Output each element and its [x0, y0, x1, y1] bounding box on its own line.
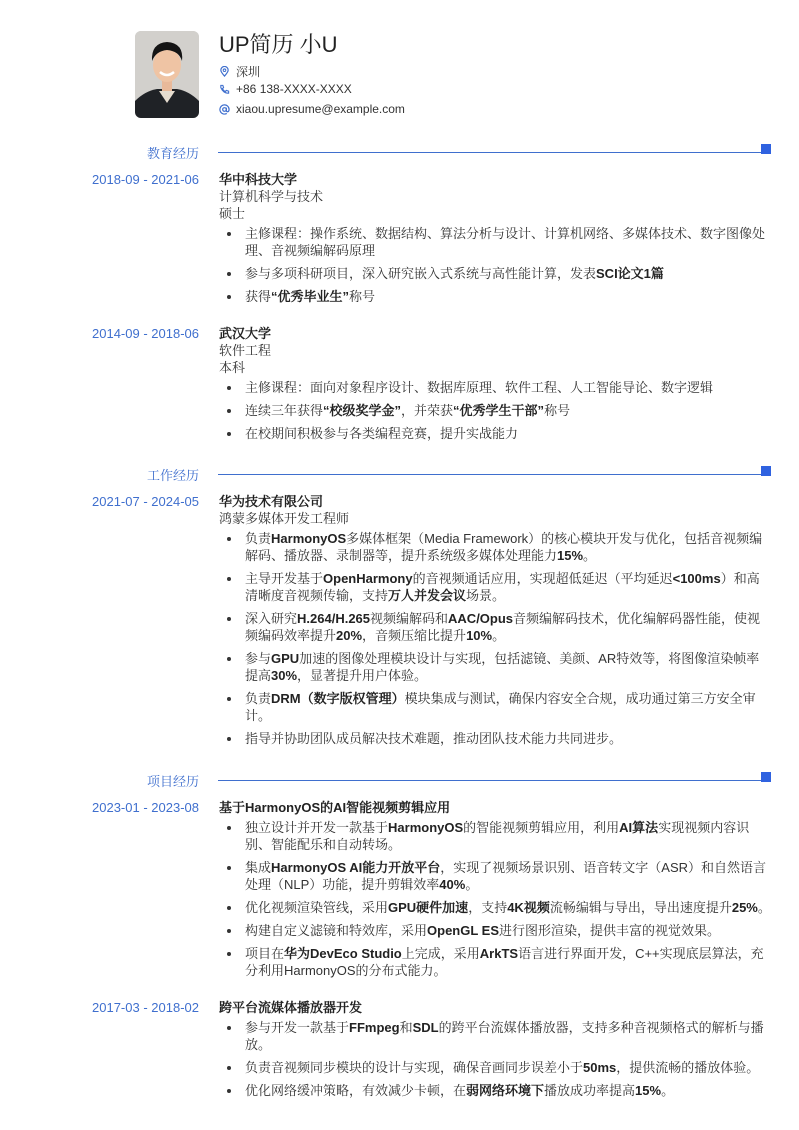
bold-text: OpenHarmony [323, 571, 413, 586]
entry-body [219, 999, 771, 1099]
section-header [0, 141, 799, 163]
text: 参与 [245, 651, 272, 666]
text: 参与多项科研项目，深入研究嵌入式系统与高性能计算，发表 [245, 266, 597, 281]
entry [0, 171, 799, 305]
section-header [0, 769, 799, 791]
bold-text: SCI论文1篇 [596, 266, 664, 281]
text: 连续三年获得 [245, 403, 324, 418]
entry-title: 华中科技大学 [219, 172, 298, 187]
text: 在校期间积极参与各类编程竞赛，提升实战能力 [245, 426, 519, 441]
bullet-item [219, 379, 771, 396]
text: 。 [661, 1083, 675, 1098]
text: 语言进行界面开发，C++实现底层算法，充分利用HarmonyOS的分布式能力。 [245, 946, 764, 978]
entry-subtitle: 本科 [219, 360, 246, 375]
bold-text: <100ms [672, 571, 721, 586]
bullet-list [219, 225, 771, 305]
entry-date: 2021-07 - 2024-05 [92, 494, 199, 509]
text: ，实现了视频场景识别、语音转文字（ASR）和自然语言处理（NLP）功能，提升剪辑效率 [245, 860, 767, 892]
section-marker [761, 466, 771, 476]
entry-body [219, 325, 771, 442]
text: 视频编解码和 [370, 611, 449, 626]
text: ，支持 [468, 900, 508, 915]
bullet-list [219, 1019, 771, 1099]
text: ，音频压缩比提升 [362, 628, 467, 643]
entry [0, 999, 799, 1099]
entry-subtitle: 软件工程 [219, 343, 272, 358]
entry [0, 325, 799, 442]
section-projects [0, 769, 799, 1105]
text: 集成 [245, 860, 272, 875]
bullet-item [219, 402, 771, 419]
text: 称号 [544, 403, 571, 418]
candidate-name: UP简历 小U [219, 32, 338, 57]
bold-text: 华为DevEco Studio [284, 946, 402, 961]
contact-phone [219, 82, 352, 96]
section-work [0, 463, 799, 753]
profile-photo [135, 31, 199, 118]
entry-body [219, 799, 771, 979]
bold-text: SDL [412, 1020, 439, 1035]
bold-text: ArkTS [479, 946, 519, 961]
bullet-item [219, 530, 771, 564]
email-at-icon [219, 104, 230, 115]
bullet-item [219, 265, 771, 282]
section-divider [218, 780, 768, 781]
bold-text: H.264/H.265 [297, 611, 371, 626]
entry-body [219, 493, 771, 747]
entry-subtitle: 计算机科学与技术 [219, 189, 324, 204]
text: ）和高清晰度音视频传输，支持 [245, 571, 760, 603]
entry [0, 493, 799, 747]
bold-text: 万人并发会议 [388, 588, 467, 603]
entry-date: 2018-09 - 2021-06 [92, 172, 199, 187]
text: 深入研究 [245, 611, 298, 626]
text: ，并荣获 [401, 403, 454, 418]
section-title: 项目经历 [146, 774, 199, 789]
bold-text: 4K视频 [507, 900, 550, 915]
text: 构建自定义滤镜和特效库，采用 [245, 923, 428, 938]
text: 。 [465, 877, 479, 892]
bullet-item [219, 945, 771, 979]
text: 和 [399, 1020, 413, 1035]
bullet-list [219, 530, 771, 747]
text: 主修课程：操作系统、数据结构、算法分析与设计、计算机网络、多媒体技术、数字图像处理、音视频编解码原理 [245, 226, 766, 258]
text: 项目在 [245, 946, 285, 961]
entry-title: 华为技术有限公司 [219, 494, 324, 509]
bold-text: 30% [271, 668, 298, 683]
entry-title: 基于HarmonyOS的AI智能视频剪辑应用 [219, 800, 451, 815]
text: 。 [492, 628, 506, 643]
text: 优化视频渲染管线，采用 [245, 900, 389, 915]
entry-date: 2014-09 - 2018-06 [92, 326, 199, 341]
email-text[interactable]: xiaou.upresume@example.com [236, 102, 405, 116]
entry-body [219, 171, 771, 305]
section-header [0, 463, 799, 485]
bullet-item [219, 650, 771, 684]
bullet-item [219, 288, 771, 305]
bullet-item [219, 730, 771, 747]
entry-subtitle: 硕士 [219, 206, 246, 221]
section-marker [761, 772, 771, 782]
section-marker [761, 144, 771, 154]
bold-text: AI算法 [619, 820, 659, 835]
bold-text: HarmonyOS [388, 820, 464, 835]
bullet-list [219, 819, 771, 979]
location-text: 深圳 [236, 65, 261, 79]
bullet-item [219, 859, 771, 893]
bullet-item [219, 1019, 771, 1053]
text: 优化网络缓冲策略，有效减少卡顿，在 [245, 1083, 467, 1098]
text: 的智能视频剪辑应用，利用 [463, 820, 620, 835]
contact-email[interactable] [219, 102, 405, 116]
bold-text: AAC/Opus [448, 611, 514, 626]
bullet-item [219, 1082, 771, 1099]
bold-text: 弱网络环境下 [466, 1083, 545, 1098]
section-title: 教育经历 [146, 146, 199, 161]
contact-location [219, 63, 260, 80]
bold-text: “校级奖学金” [323, 403, 402, 418]
bold-text: 15% [635, 1083, 662, 1098]
section-education [0, 141, 799, 448]
text: 的音视频通话应用，实现超低延迟（平均延迟 [412, 571, 673, 586]
text: 的跨平台流媒体播放器，支持多种音视频格式的解析与播放。 [245, 1020, 764, 1052]
text: 进行图形渲染，提供丰富的视觉效果。 [499, 923, 721, 938]
entry-date: 2017-03 - 2018-02 [92, 1000, 199, 1015]
bullet-item [219, 570, 771, 604]
text: 加速的图像处理模块设计与实现，包括滤镜、美颜、AR特效等，将图像渲染帧率提高 [245, 651, 760, 683]
text: 参与开发一款基于 [245, 1020, 350, 1035]
text: 上完成，采用 [401, 946, 480, 961]
bold-text: DRM（数字版权管理） [271, 691, 405, 706]
text: 独立设计并开发一款基于 [245, 820, 389, 835]
text: 负责音视频同步模块的设计与实现，确保音画同步误差小于 [245, 1060, 584, 1075]
bold-text: 15% [557, 548, 584, 563]
bullet-item [219, 690, 771, 724]
text: 场景。 [466, 588, 506, 603]
bold-text: 20% [336, 628, 363, 643]
phone-icon [219, 84, 230, 95]
bold-text: 50ms [583, 1060, 617, 1075]
text: 负责 [245, 531, 272, 546]
text: ，显著提升用户体验。 [297, 668, 428, 683]
location-pin-icon [219, 66, 230, 77]
bullet-item [219, 1059, 771, 1076]
entry [0, 799, 799, 979]
text: 播放成功率提高 [544, 1083, 636, 1098]
bold-text: “优秀毕业生” [271, 289, 350, 304]
bold-text: 40% [439, 877, 466, 892]
bullet-item [219, 425, 771, 442]
bold-text: OpenGL ES [427, 923, 500, 938]
text: ，提供流畅的播放体验。 [616, 1060, 760, 1075]
section-divider [218, 152, 768, 153]
bullet-item [219, 922, 771, 939]
text: 实现视频内容识别、智能配乐和自动转场。 [245, 820, 750, 852]
text: 。 [757, 900, 771, 915]
text: 主导开发基于 [245, 571, 324, 586]
section-title: 工作经历 [146, 468, 199, 483]
section-divider [218, 474, 768, 475]
bullet-list [219, 379, 771, 442]
text: 模块集成与测试，确保内容安全合规，成功通过第三方安全审计。 [245, 691, 756, 723]
bold-text: 25% [731, 900, 758, 915]
text: 流畅编辑与导出，导出速度提升 [549, 900, 732, 915]
text: 音频编解码技术，优化编解码器性能，使视频编码效率提升 [245, 611, 761, 643]
bullet-item [219, 610, 771, 644]
text: 多媒体框架（Media Framework）的核心模块开发与优化，包括音视频编解码、播放器、录制器等，提升系统级多媒体处理能力 [245, 531, 763, 563]
text: 负责 [245, 691, 272, 706]
bullet-item [219, 899, 771, 916]
entry-date: 2023-01 - 2023-08 [92, 800, 199, 815]
bold-text: 10% [466, 628, 493, 643]
bold-text: GPU硬件加速 [388, 900, 469, 915]
entry-title: 跨平台流媒体播放器开发 [219, 1000, 363, 1015]
bullet-item [219, 819, 771, 853]
bullet-item [219, 225, 771, 259]
bold-text: HarmonyOS AI能力开放平台 [271, 860, 441, 875]
text: 主修课程：面向对象程序设计、数据库原理、软件工程、人工智能导论、数字逻辑 [245, 380, 714, 395]
entry-title: 武汉大学 [219, 326, 272, 341]
text: 指导并协助团队成员解决技术难题，推动团队技术能力共同进步。 [245, 731, 623, 746]
bold-text: HarmonyOS [271, 531, 347, 546]
text: 。 [583, 548, 597, 563]
bold-text: “优秀学生干部” [453, 403, 545, 418]
text: 称号 [349, 289, 376, 304]
text: 获得 [245, 289, 272, 304]
bold-text: GPU [271, 651, 300, 666]
entry-subtitle: 鸿蒙多媒体开发工程师 [219, 511, 350, 526]
phone-text: +86 138-XXXX-XXXX [236, 82, 352, 96]
bold-text: FFmpeg [349, 1020, 400, 1035]
